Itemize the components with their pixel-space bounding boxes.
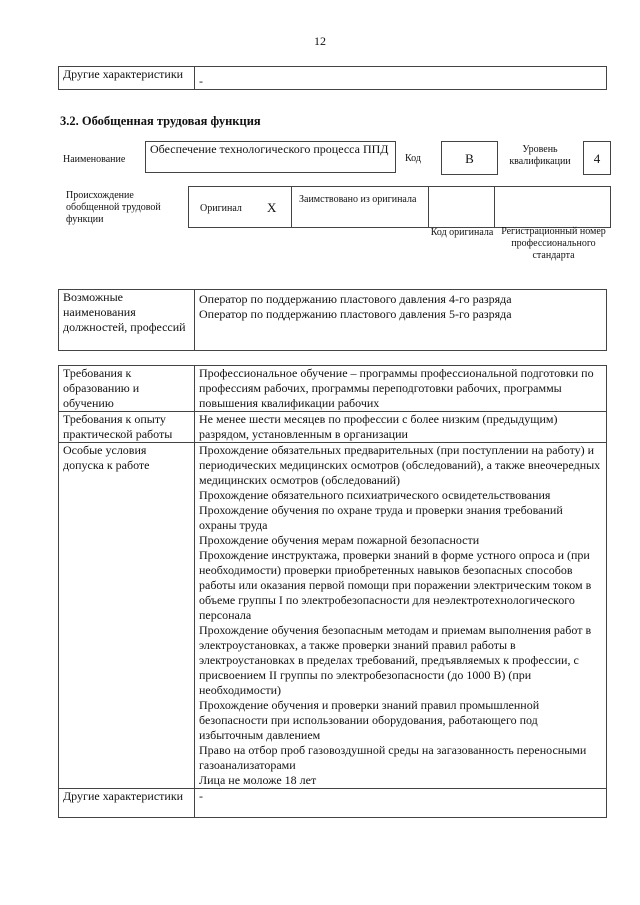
borrowed-label: Заимствовано из оригинала xyxy=(299,194,417,205)
table-row xyxy=(59,412,607,443)
education-requirements-value xyxy=(195,366,607,412)
level-box xyxy=(583,141,611,175)
special-conditions-value xyxy=(195,443,607,789)
position-item: Оператор по поддержанию пластового давления 4-го разряда xyxy=(199,292,512,306)
origin-label: Происхождение обобщенной трудовой функции xyxy=(66,190,161,225)
experience-requirements-label: Требования к опыту практической работы xyxy=(59,412,195,443)
table-row xyxy=(59,789,607,818)
positions-value xyxy=(195,290,607,351)
requirements-table xyxy=(58,365,607,818)
reg-number-caption: Регистрационный номер профессионального стандарта xyxy=(501,226,606,261)
experience-requirements-value xyxy=(195,412,607,443)
other-characteristics-label-bottom: Другие характеристики xyxy=(59,789,195,818)
positions-label: Возможные наименования должностей, профессий xyxy=(59,290,195,351)
other-characteristics-value-bottom xyxy=(195,789,607,818)
other-characteristics-value: - xyxy=(195,67,607,90)
requirement-line: Прохождение обучения безопасным методам и приемам выполнения работ в электроустановках, а также проверки знаний правил работы в электроустановках в пределах требований, предъявляемых к профессии, с присвоением II группы по электробезопасности (до 1000 В) (при необходимости) xyxy=(199,623,592,697)
other-characteristics-label: Другие характеристики xyxy=(59,67,195,90)
requirement-line: Прохождение обучения по охране труда и проверки знания требований охраны труда xyxy=(199,503,563,532)
special-conditions-label: Особые условия допуска к работе xyxy=(59,443,195,789)
original-label: Оригинал xyxy=(200,203,242,214)
level-label: Уровень квалификации xyxy=(509,144,571,167)
requirement-line: Прохождение обучения и проверки знаний правил промышленной безопасности при использовании оборудования, работающего под избыточным давлением xyxy=(199,698,540,742)
requirement-line: - xyxy=(199,789,203,803)
original-mark: X xyxy=(267,200,277,215)
requirement-line: Прохождение обязательных предварительных (при поступлении на работу) и периодических медицинских осмотров (обследований), а также внеочередных медицинских осмотров (обследований) xyxy=(199,443,601,487)
requirement-line: Прохождение обязательного психиатрического освидетельствования xyxy=(199,488,551,502)
level-value: 4 xyxy=(593,150,601,166)
name-label: Наименование xyxy=(63,154,126,165)
requirement-line: Лица не моложе 18 лет xyxy=(199,773,317,787)
requirement-line: Прохождение обучения мерам пожарной безопасности xyxy=(199,533,480,547)
requirement-line: Не менее шести месяцев по профессии с более низким (предыдущим) разрядом, установленным в организации xyxy=(199,412,558,441)
requirement-line: Прохождение инструктажа, проверки знаний в форме устного опроса и (при необходимости) проверки приобретенных навыков безопасных способов работы или оказания первой помощи при поражении электрическим током в объеме группы I по электробезопасности для неэлектротехнологического персонала xyxy=(199,548,592,622)
code-original-caption: Код оригинала xyxy=(430,227,494,238)
education-requirements-label: Требования к образованию и обучению xyxy=(59,366,195,412)
code-label: Код xyxy=(405,153,421,164)
positions-table xyxy=(58,289,607,351)
table-row xyxy=(59,443,607,789)
requirement-line: Профессиональное обучение – программы профессиональной подготовки по профессиям рабочих, программы переподготовки рабочих, программы повышения квалификации рабочих xyxy=(199,366,594,410)
other-characteristics-table-top xyxy=(58,66,607,90)
origin-box xyxy=(188,186,611,228)
requirement-line: Право на отбор проб газовоздушной среды на загазованность переносными газоанализаторами xyxy=(199,743,587,772)
section-title: 3.2. Обобщенная трудовая функция xyxy=(60,114,261,128)
table-row xyxy=(59,366,607,412)
code-value: B xyxy=(465,150,474,166)
function-name-box xyxy=(145,141,396,173)
function-name-value: Обеспечение технологического процесса ППД xyxy=(150,142,389,156)
code-box xyxy=(441,141,498,175)
position-item: Оператор по поддержанию пластового давления 5-го разряда xyxy=(199,307,512,321)
page-number: 12 xyxy=(314,34,326,48)
